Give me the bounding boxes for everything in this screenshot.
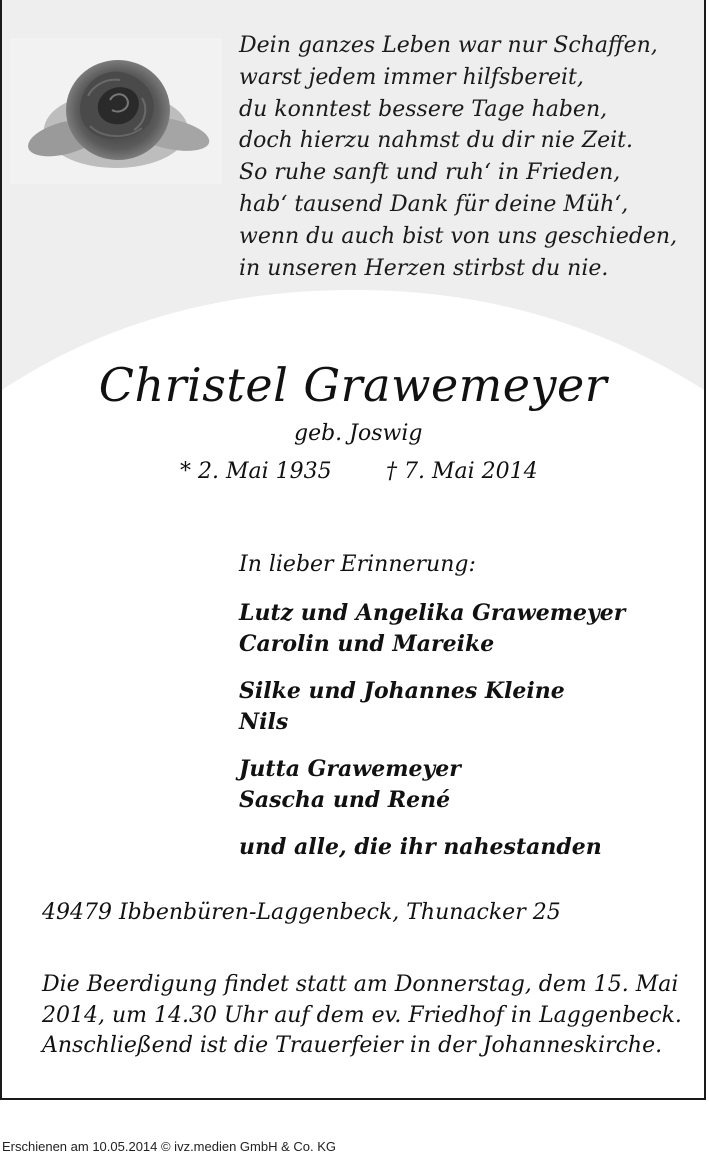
mourner-line: Lutz und Angelika Grawemeyer xyxy=(239,600,626,626)
mourner-line: Sascha und René xyxy=(239,787,451,813)
mourner-line: Silke und Johannes Kleine xyxy=(239,678,565,704)
death-date: † 7. Mai 2014 xyxy=(386,459,538,484)
mourner-line: und alle, die ihr nahestanden xyxy=(239,834,602,860)
mourner-group xyxy=(239,598,625,660)
maiden-name: geb. Joswig xyxy=(294,421,423,446)
mourner-line: Jutta Grawemeyer xyxy=(239,756,461,782)
poem-line: doch hierzu nahmst du dir nie Zeit. xyxy=(239,128,634,154)
funeral-line: 2014, um 14.30 Uhr auf dem ev. Friedhof in Laggenbeck. xyxy=(42,1002,682,1028)
poem-line: du konntest bessere Tage haben, xyxy=(239,96,608,122)
mourner-group xyxy=(239,676,565,738)
rose-image xyxy=(10,38,222,184)
family-address: 49479 Ibbenbüren-Laggenbeck, Thunacker 25 xyxy=(42,900,561,925)
poem-line: in unseren Herzen stirbst du nie. xyxy=(239,255,609,281)
poem-line: So ruhe sanft und ruh‘ in Frieden, xyxy=(239,160,621,186)
poem-line: Dein ganzes Leben war nur Schaffen, xyxy=(239,33,658,58)
deceased-name: Christel Grawemeyer xyxy=(98,358,608,412)
birth-date: * 2. Mai 1935 xyxy=(180,459,332,484)
mourner-line: Carolin und Mareike xyxy=(239,631,495,657)
poem-line: hab‘ tausend Dank für deine Müh‘, xyxy=(239,191,629,217)
mourner-group xyxy=(239,754,461,816)
poem-line: wenn du auch bist von uns geschieden, xyxy=(239,223,678,249)
mourner-line: Nils xyxy=(239,709,289,735)
poem-line: warst jedem immer hilfsbereit, xyxy=(239,64,584,90)
funeral-line: Anschließend ist die Trauerfeier in der Johanneskirche. xyxy=(42,1033,663,1058)
publication-credit: Erschienen am 10.05.2014 © ivz.medien GmbH & Co. KG xyxy=(2,1139,337,1154)
funeral-line: Die Beerdigung findet statt am Donnerstag, dem 15. Mai xyxy=(42,972,679,997)
remembrance-intro: In lieber Erinnerung: xyxy=(239,552,476,577)
funeral-info xyxy=(42,970,682,1062)
mourner-group xyxy=(239,832,602,863)
poem xyxy=(239,30,677,284)
